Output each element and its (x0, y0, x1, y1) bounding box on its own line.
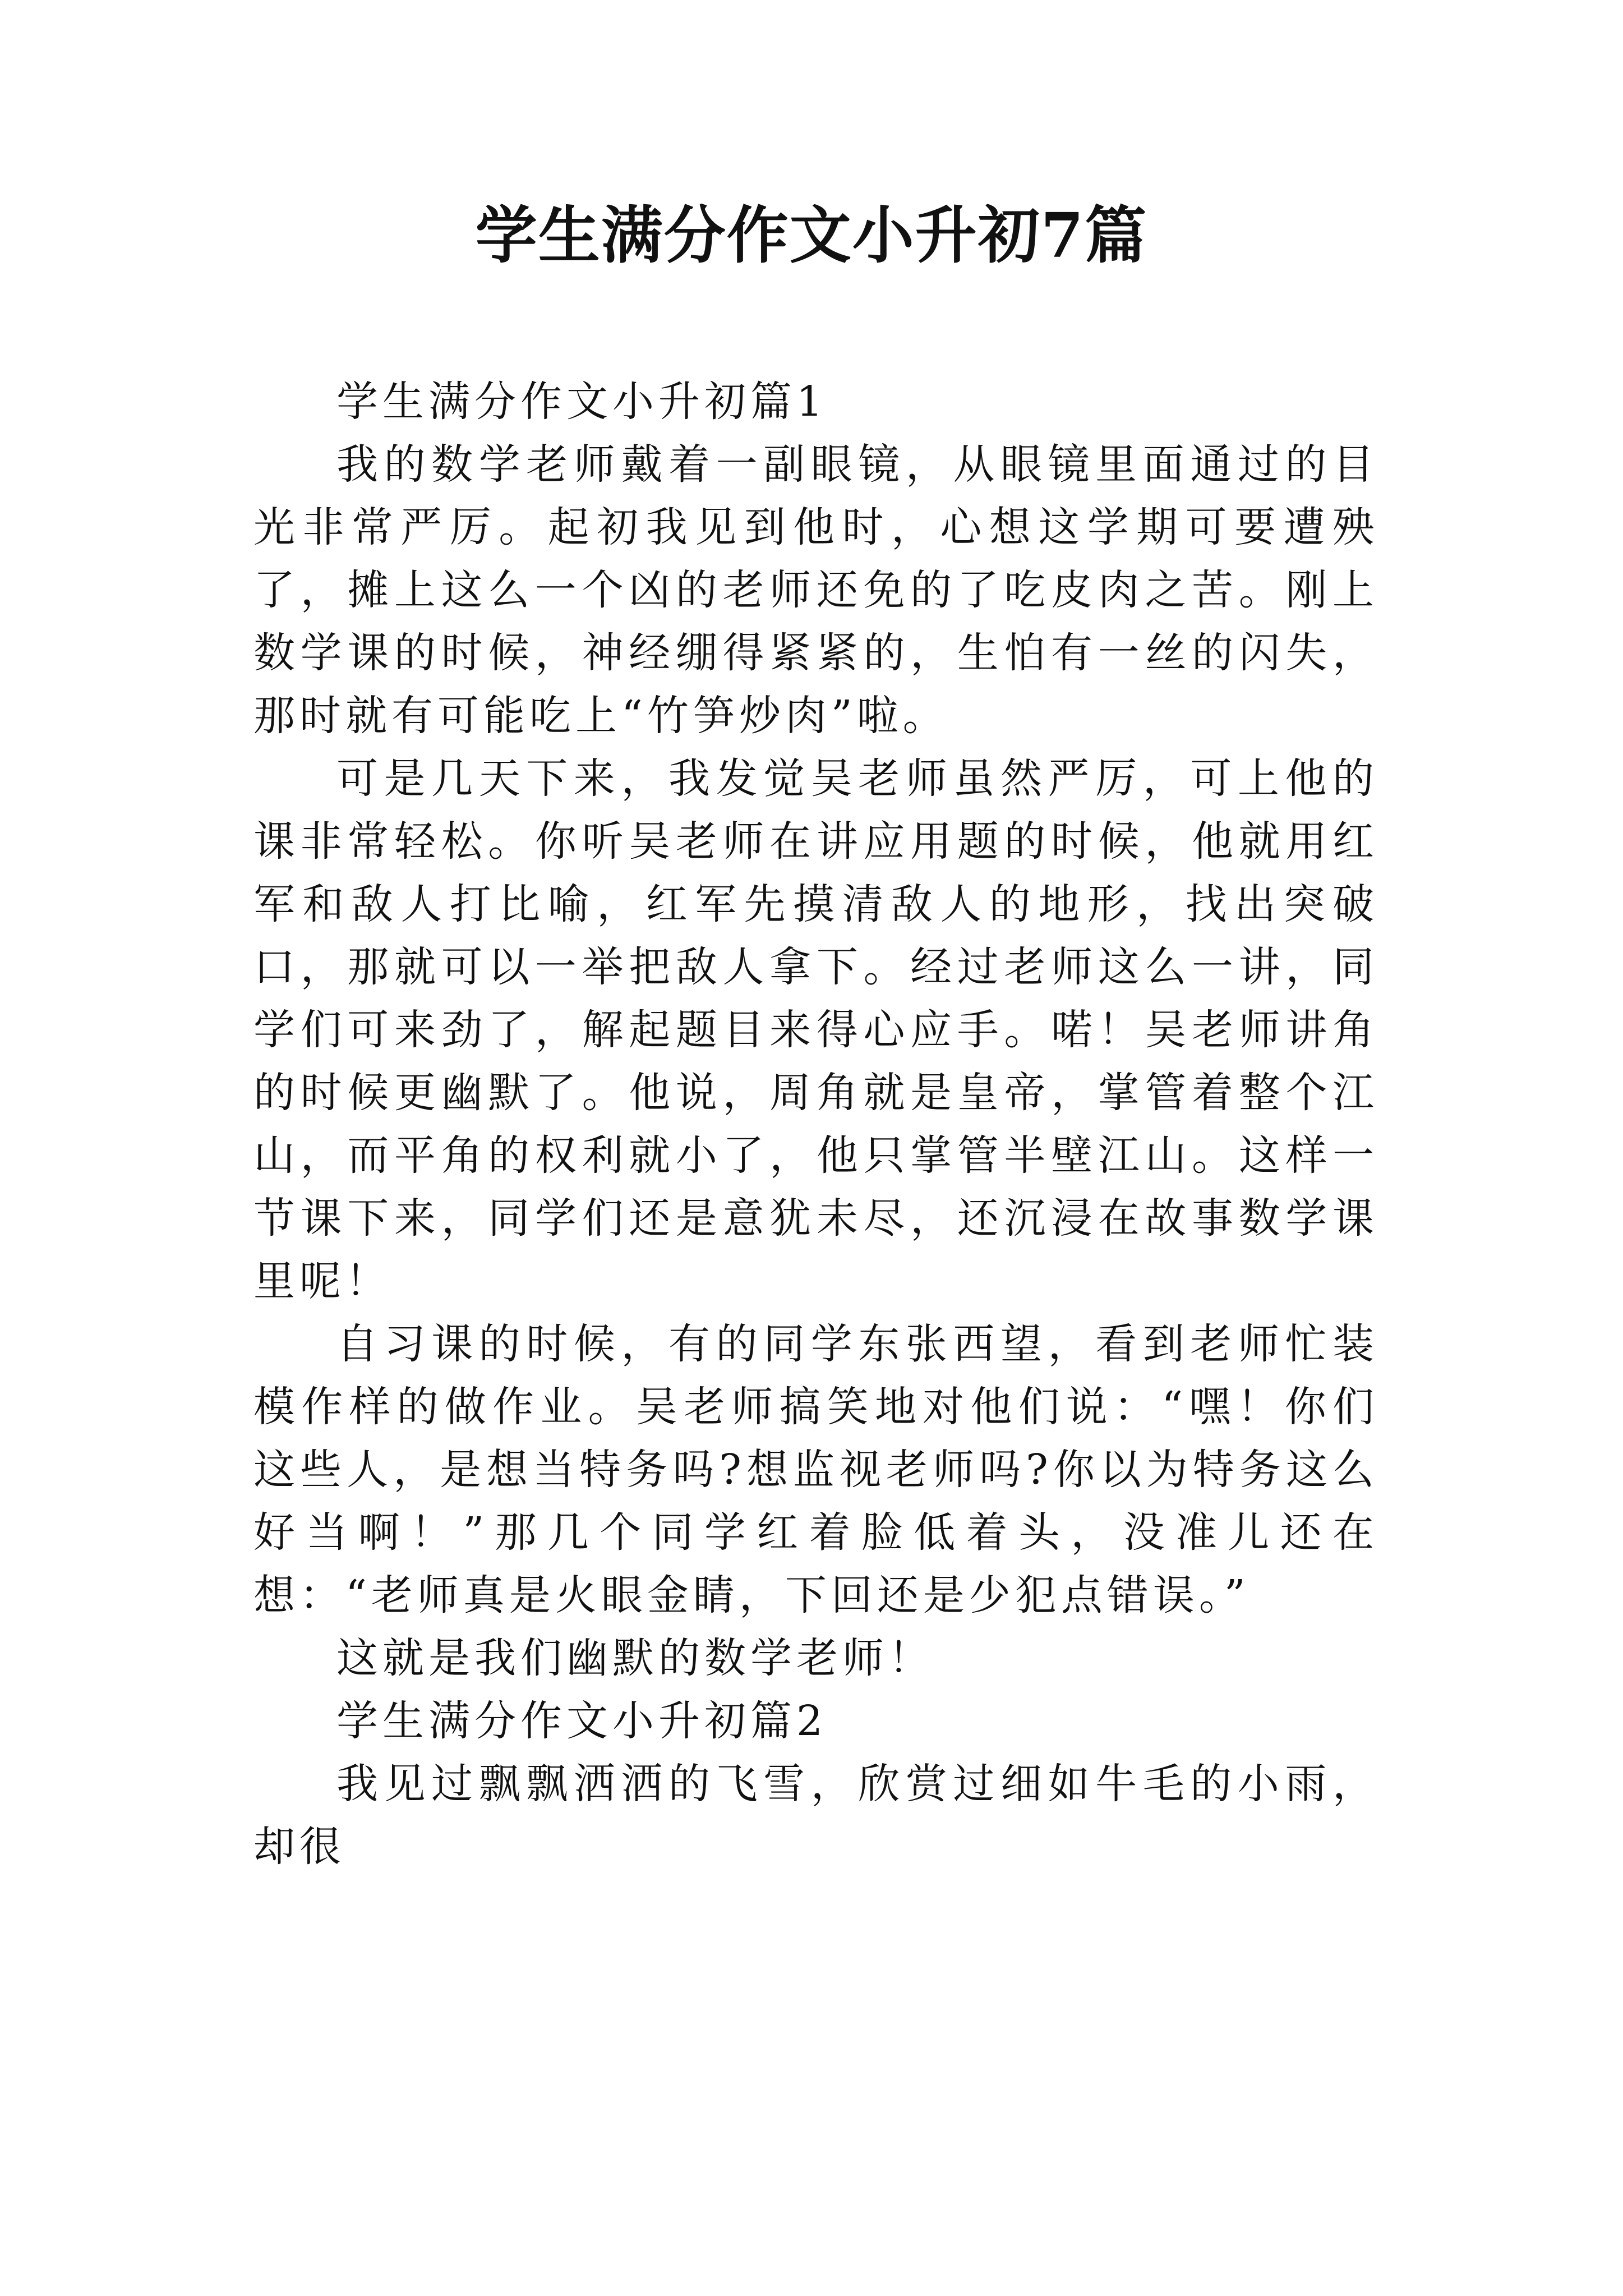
section-heading-1: 学生满分作文小升初篇1 (336, 378, 828, 426)
section-heading-2: 学生满分作文小升初篇2 (336, 1697, 828, 1745)
paragraph-2: 可是几天下来，我发觉吴老师虽然严厉，可上他的课非常轻松。你听吴老师在讲应用题的时候，他就用红军和敌人打比喻，红军先摸清敌人的地形，找出突破口，那就可以一举把敌人拿下。经过老师这么一讲，同学们可来劲了，解起题目来得心应手。喏！吴老师讲角的时候更幽默了。他说，周角就是皇帝，掌管着整个江山，而平角的权利就小了，他只掌管半壁江山。这样一节课下来，同学们还是意犹未尽，还沉浸在故事数学课里呢！ (253, 754, 1378, 1305)
paragraph-5: 我见过飘飘洒洒的飞雪，欣赏过细如牛毛的小雨，却很 (253, 1760, 1378, 1871)
page-title: 学生满分作文小升初7篇 (475, 199, 1148, 272)
document-body (253, 370, 1378, 1878)
paragraph-4: 这就是我们幽默的数学老师！ (336, 1634, 934, 1682)
paragraph-1: 我的数学老师戴着一副眼镜，从眼镜里面通过的目光非常严厉。起初我见到他时，心想这学期可要遭殃了，摊上这么一个凶的老师还免的了吃皮肉之苦。刚上数学课的时候，神经绷得紧紧的，生怕有一丝的闪失，那时就有可能吃上“竹笋炒肉”啦。 (253, 440, 1378, 740)
paragraph-3: 自习课的时候，有的同学东张西望，看到老师忙装模作样的做作业。吴老师搞笑地对他们说：“嘿！你们这些人，是想当特务吗?想监视老师吗?你以为特务这么好当啊！”那几个同学红着脸低着头，没准儿还在想：“老师真是火眼金睛，下回还是少犯点错误。” (253, 1320, 1378, 1619)
